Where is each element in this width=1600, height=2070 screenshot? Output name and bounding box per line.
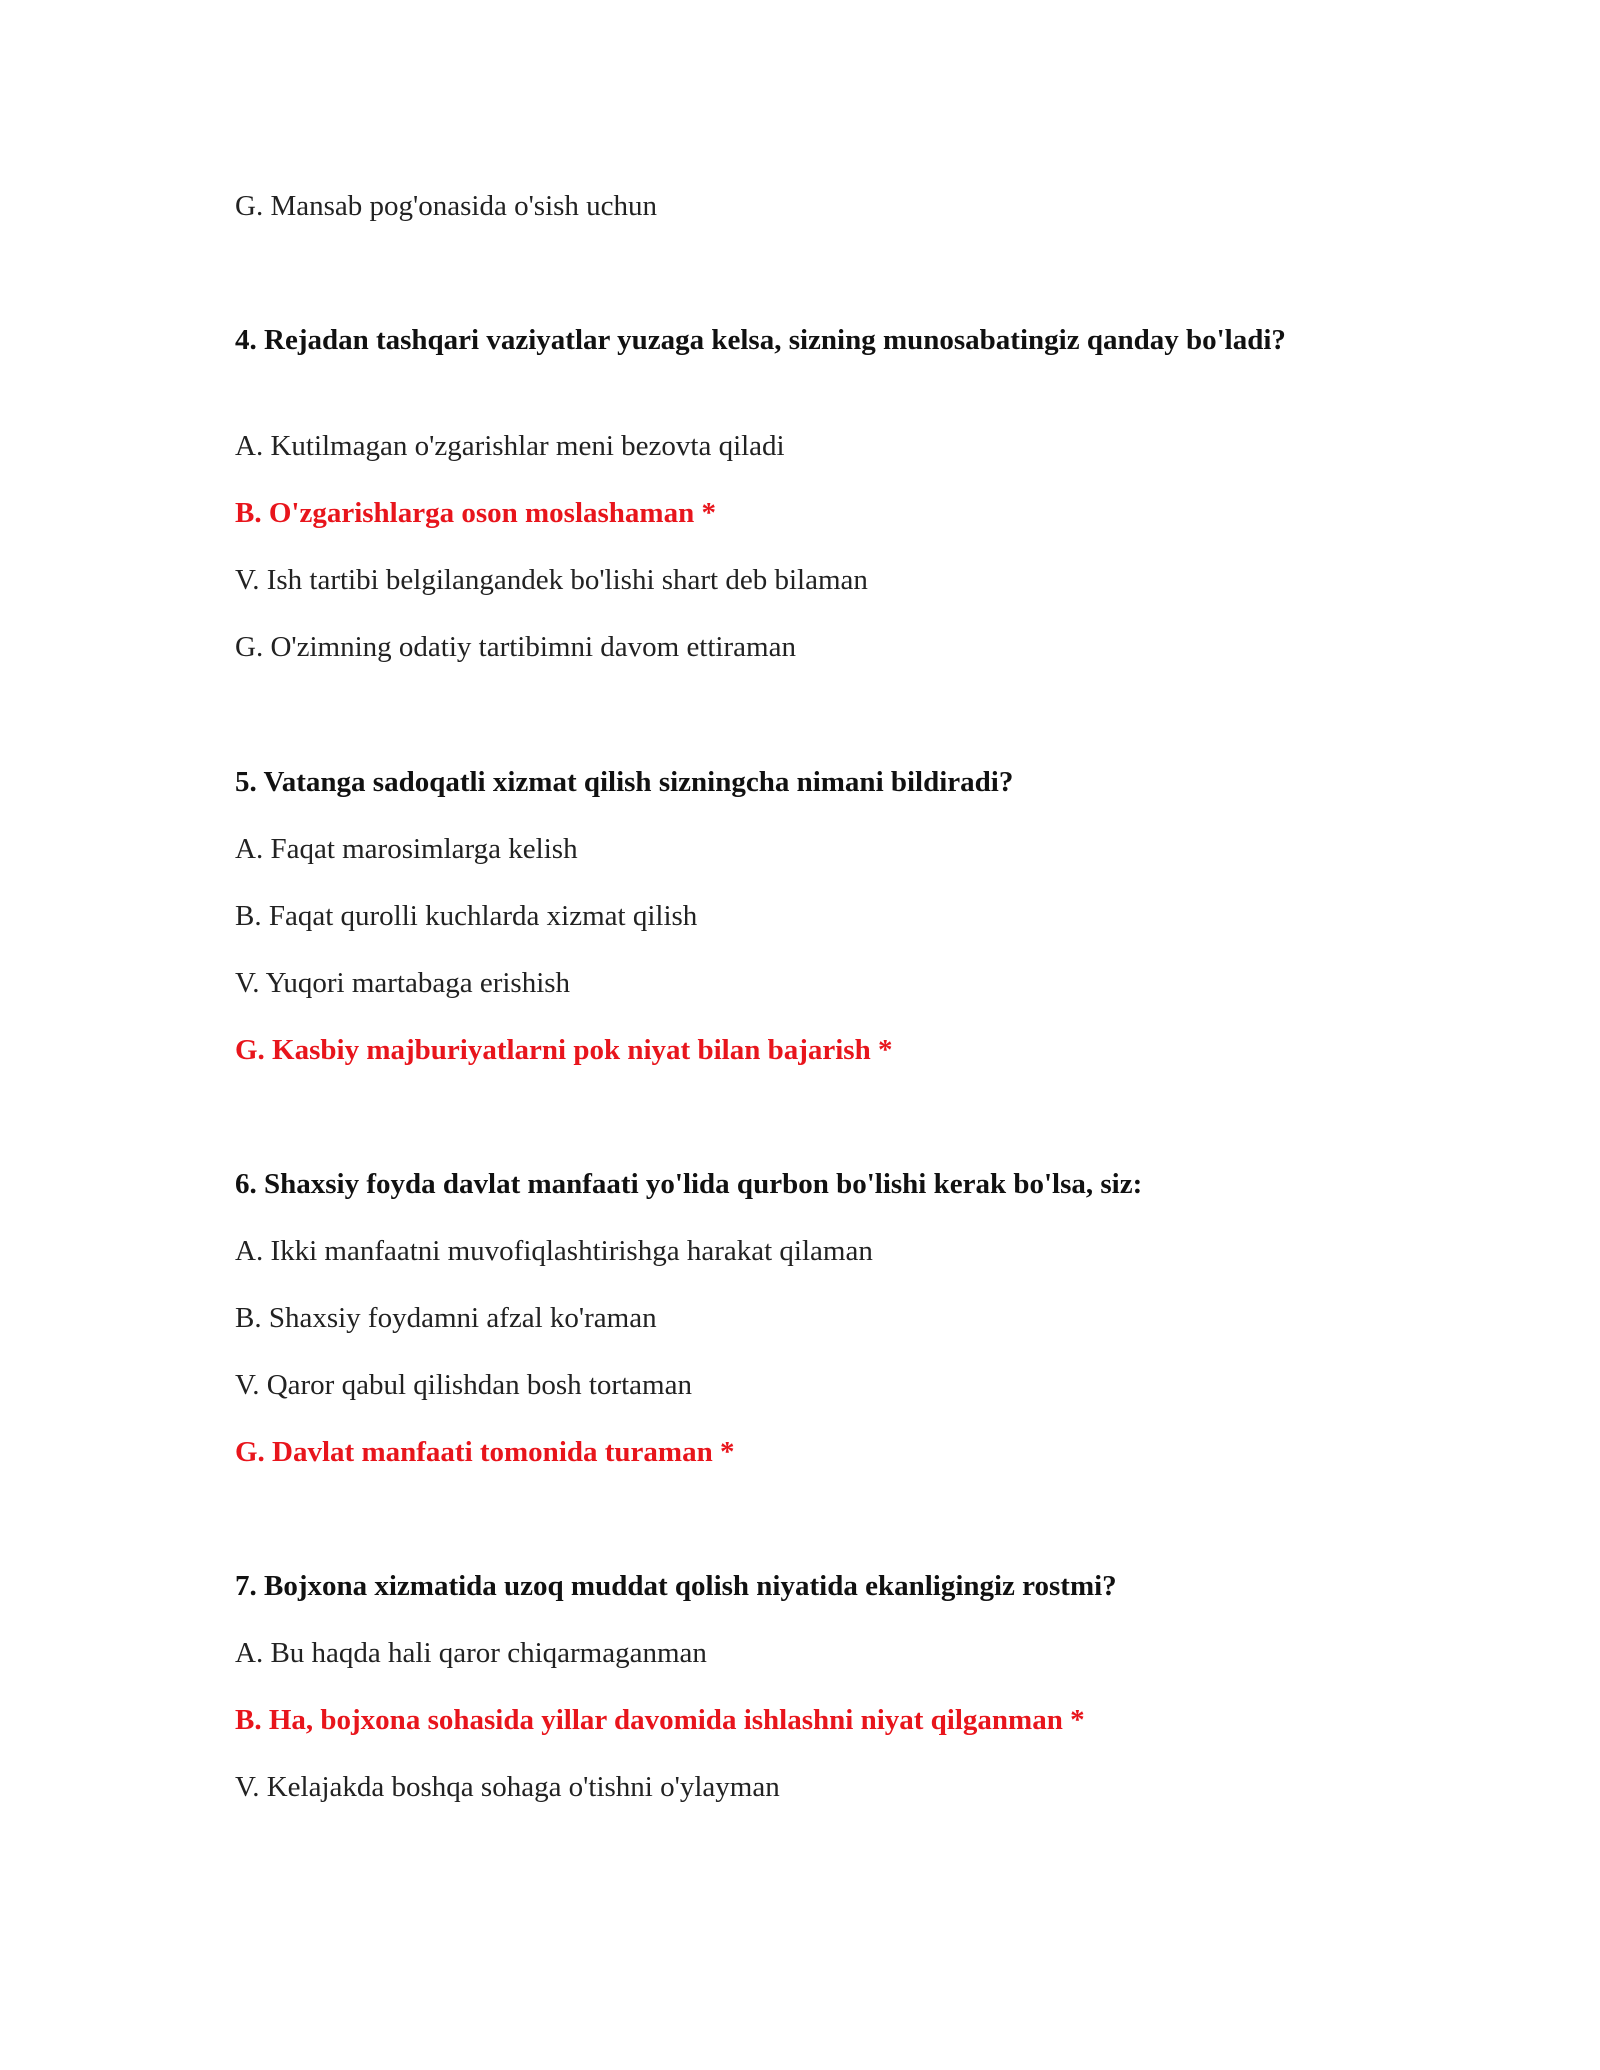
q7-option-a: A. Bu haqda hali qaror chiqarmaganman xyxy=(235,1637,707,1669)
question-4: 4. Rejadan tashqari vaziyatlar yuzaga kelsa, sizning munosabatingiz qanday bo'ladi? xyxy=(235,324,1286,356)
q4-option-b-correct: B. O'zgarishlarga oson moslashaman * xyxy=(235,497,716,529)
q4-option-v: V. Ish tartibi belgilangandek bo'lishi shart deb bilaman xyxy=(235,564,868,596)
q5-option-a: A. Faqat marosimlarga kelish xyxy=(235,833,578,865)
q5-option-v: V. Yuqori martabaga erishish xyxy=(235,967,571,999)
option-prev-g: G. Mansab pog'onasida o'sish uchun xyxy=(235,190,658,222)
q6-option-v: V. Qaror qabul qilishdan bosh tortaman xyxy=(235,1369,692,1401)
q4-option-g: G. O'zimning odatiy tartibimni davom ettiraman xyxy=(235,631,796,663)
question-5: 5. Vatanga sadoqatli xizmat qilish sizningcha nimani bildiradi? xyxy=(235,766,1014,798)
q7-option-v: V. Kelajakda boshqa sohaga o'tishni o'ylayman xyxy=(235,1771,780,1803)
q6-option-g-correct: G. Davlat manfaati tomonida turaman * xyxy=(235,1436,735,1468)
q5-option-b: B. Faqat qurolli kuchlarda xizmat qilish xyxy=(235,900,698,932)
q4-option-a: A. Kutilmagan o'zgarishlar meni bezovta qiladi xyxy=(235,430,785,462)
q5-option-g-correct: G. Kasbiy majburiyatlarni pok niyat bilan bajarish * xyxy=(235,1034,893,1066)
q7-option-b-correct: B. Ha, bojxona sohasida yillar davomida ishlashni niyat qilganman * xyxy=(235,1704,1085,1736)
q6-option-a: A. Ikki manfaatni muvofiqlashtirishga harakat qilaman xyxy=(235,1235,873,1267)
question-6: 6. Shaxsiy foyda davlat manfaati yo'lida qurbon bo'lishi kerak bo'lsa, siz: xyxy=(235,1168,1143,1200)
q6-option-b: B. Shaxsiy foydamni afzal ko'raman xyxy=(235,1302,657,1334)
question-7: 7. Bojxona xizmatida uzoq muddat qolish niyatida ekanligingiz rostmi? xyxy=(235,1570,1117,1602)
